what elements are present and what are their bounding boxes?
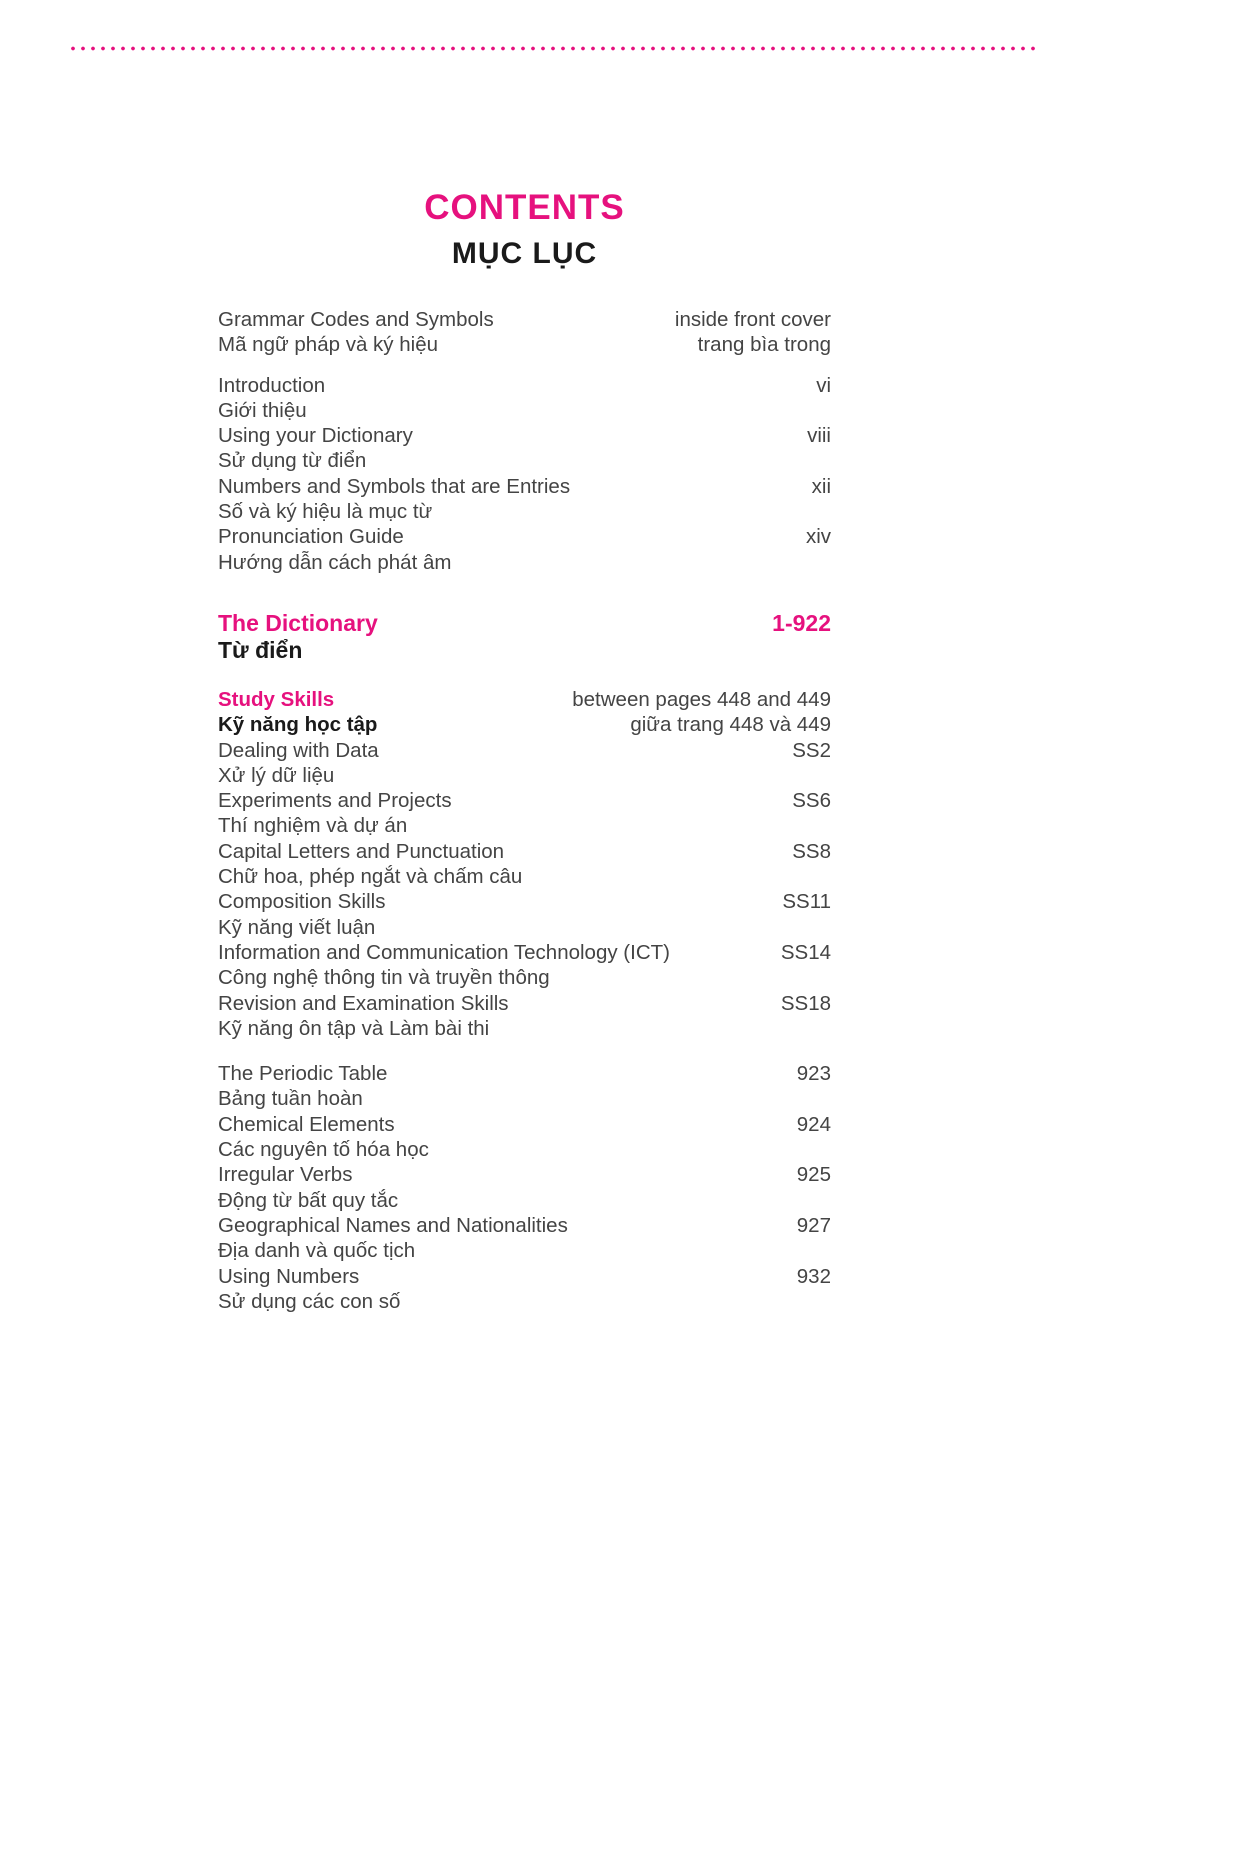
toc-row	[218, 373, 831, 398]
toc-entry-text: Địa danh và quốc tịch	[218, 1239, 416, 1263]
toc-entry-text: Grammar Codes and Symbols	[218, 308, 494, 331]
toc-entry-text: Geographical Names and Nationalities	[218, 1213, 568, 1237]
toc-entry-text: Sử dụng các con số	[218, 1289, 401, 1313]
toc-section-front	[218, 373, 831, 575]
toc-entry-text: Bảng tuần hoàn	[218, 1087, 363, 1111]
toc-entry-ref: xii	[811, 474, 831, 498]
toc-entry-text: Introduction	[218, 373, 326, 397]
toc-row	[218, 524, 831, 549]
toc-entry-text: Study Skills	[218, 687, 335, 711]
toc-row	[218, 610, 831, 637]
toc-row	[218, 839, 831, 864]
toc-row	[218, 423, 831, 448]
toc-row	[218, 1061, 831, 1086]
toc-entry-text: Các nguyên tố hóa học	[218, 1138, 429, 1162]
toc-row	[218, 307, 831, 332]
toc-row	[218, 1086, 831, 1111]
toc-row	[218, 965, 831, 990]
toc-entry-ref: xiv	[805, 525, 831, 549]
toc-entry-text: Sử dụng từ điển	[218, 449, 367, 473]
toc-entry-text: Chemical Elements	[218, 1112, 395, 1136]
toc-entry-ref: 1-922	[772, 609, 831, 636]
toc-entry-text: Mã ngữ pháp và ký hiệu	[218, 333, 438, 357]
toc-entry-ref: 925	[796, 1163, 831, 1187]
toc-entry-text: Giới thiệu	[218, 398, 307, 422]
toc-section-dictionary	[218, 610, 831, 664]
toc-entry-text: Revision and Examination Skills	[218, 991, 509, 1015]
toc-row	[218, 712, 831, 737]
toc-section-back	[218, 1061, 831, 1314]
toc-entry-ref: giữa trang 448 và 449	[630, 713, 831, 737]
toc-row	[218, 499, 831, 524]
toc-entry-text: Động từ bất quy tắc	[218, 1188, 399, 1212]
toc-entry-ref: 927	[796, 1213, 831, 1237]
toc-entry-text: Chữ hoa, phép ngắt và chấm câu	[218, 865, 523, 889]
toc-entry-ref: SS18	[780, 991, 831, 1015]
toc-row	[218, 1137, 831, 1162]
toc-entry-text: Using Numbers	[218, 1264, 360, 1288]
toc-row	[218, 637, 831, 664]
toc-entry-text: Kỹ năng học tập	[218, 713, 378, 737]
toc-row	[218, 474, 831, 499]
toc-row	[218, 448, 831, 473]
toc-entry-text: Capital Letters and Punctuation	[218, 839, 505, 863]
toc-row	[218, 1188, 831, 1213]
toc-entry-ref: SS6	[792, 789, 831, 813]
toc-entry-text: Irregular Verbs	[218, 1163, 353, 1187]
toc-entry-ref: 924	[796, 1112, 831, 1136]
toc-section-study	[218, 687, 831, 1041]
toc-entry-ref: SS14	[780, 940, 831, 964]
toc-row	[218, 813, 831, 838]
toc-entry-text: Kỹ năng ôn tập và Làm bài thi	[218, 1016, 490, 1040]
toc-row	[218, 1238, 831, 1263]
contents-column	[218, 0, 831, 1314]
toc-row	[218, 398, 831, 423]
page-title: CONTENTS	[424, 188, 625, 227]
toc-entry-text: Pronunciation Guide	[218, 525, 404, 549]
toc-row	[218, 788, 831, 813]
toc-entry-text: Using your Dictionary	[218, 424, 413, 448]
toc-entry-text: Công nghệ thông tin và truyền thông	[218, 966, 550, 990]
toc-entry-text: Dealing with Data	[218, 738, 379, 762]
toc-row	[218, 1289, 831, 1314]
toc-entry-text: Thí nghiệm và dự án	[218, 814, 408, 838]
toc-entry-text: Kỹ năng viết luận	[218, 915, 376, 939]
toc-entry-text: Hướng dẫn cách phát âm	[218, 550, 452, 574]
toc-entry-text: Information and Communication Technology (ICT)	[218, 940, 670, 964]
toc-row	[218, 1264, 831, 1289]
toc-entry-ref: inside front cover	[674, 308, 831, 331]
toc-entry-ref: viii	[807, 424, 831, 448]
table-of-contents	[218, 307, 831, 1314]
toc-entry-text: Số và ký hiệu là mục từ	[218, 500, 433, 524]
toc-entry-ref: SS11	[782, 890, 831, 914]
toc-row	[218, 864, 831, 889]
toc-row	[218, 889, 831, 914]
toc-entry-ref: 923	[796, 1062, 831, 1086]
toc-row	[218, 1213, 831, 1238]
toc-row	[218, 940, 831, 965]
toc-entry-text: Experiments and Projects	[218, 789, 452, 813]
toc-entry-text: Xử lý dữ liệu	[218, 763, 335, 787]
toc-entry-ref: SS8	[792, 839, 831, 863]
toc-row	[218, 332, 831, 357]
toc-row	[218, 738, 831, 763]
toc-section-grammar	[218, 307, 831, 358]
toc-entry-ref: trang bìa trong	[697, 333, 831, 357]
toc-row	[218, 1112, 831, 1137]
toc-entry-text: Composition Skills	[218, 890, 386, 914]
toc-entry-text: The Dictionary	[218, 609, 378, 636]
page-subtitle: MỤC LỤC	[451, 237, 598, 270]
toc-entry-text: Từ điển	[218, 636, 303, 663]
toc-row	[218, 550, 831, 575]
toc-row	[218, 763, 831, 788]
toc-entry-text: The Periodic Table	[218, 1062, 388, 1086]
toc-entry-ref: 932	[796, 1264, 831, 1288]
toc-entry-ref: between pages 448 and 449	[572, 687, 831, 711]
toc-entry-ref: SS2	[792, 738, 831, 762]
toc-row	[218, 687, 831, 712]
toc-entry-ref: vi	[816, 373, 831, 397]
toc-row	[218, 915, 831, 940]
toc-row	[218, 1162, 831, 1187]
toc-row	[218, 991, 831, 1016]
toc-entry-text: Numbers and Symbols that are Entries	[218, 474, 571, 498]
toc-row	[218, 1016, 831, 1041]
